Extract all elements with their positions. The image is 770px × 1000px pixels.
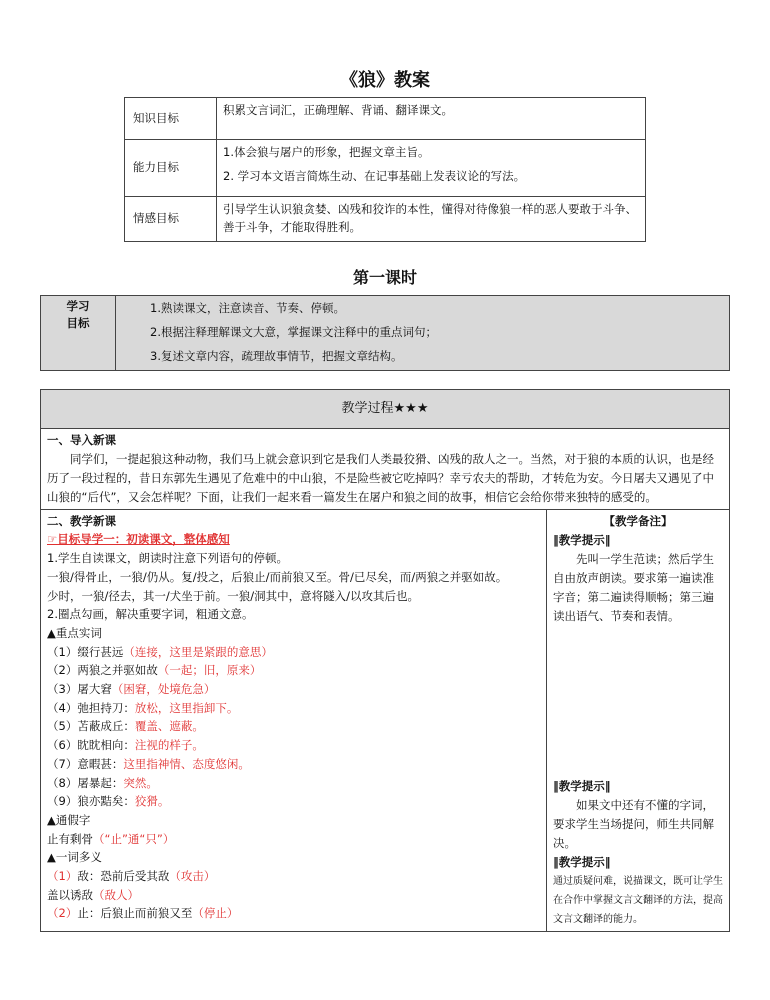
study-goal-item: 3.复述文章内容，疏理故事情节，把握文章结构。 xyxy=(150,348,403,363)
step-1: 1.学生自读课文，朗读时注意下列语句的停顿。 xyxy=(47,551,288,566)
vocab-item: （7）意暇甚：这里指神情、态度悠闲。 xyxy=(47,756,250,771)
tip-text-3: 通过质疑问难，说描课文，既可让学生在合作中掌握文言文翻译的方法，提高文言文翻译的能力。 xyxy=(553,875,723,925)
goal-label-emotion: 情感目标 xyxy=(125,197,217,242)
tip-label: ‖教学提示‖ xyxy=(553,854,611,869)
step-2: 2.圈点勾画，解决重要字词，粗通文意。 xyxy=(47,607,254,622)
goals-table xyxy=(124,97,646,242)
vocab-heading: ▲重点实词 xyxy=(47,625,102,640)
tip-text-1: 先叫一学生范读；然后学生自由放声朗读。要求第一遍读准字音；第二遍读得顺畅；第三遍读出语气、节奏和表情。 xyxy=(553,551,714,623)
notes-header: 【教学备注】 xyxy=(603,513,673,528)
goal-text-ability: 1.体会狼与屠户的形象，把握文章主旨。 2. 学习本文语言简炼生动、在记事基础上发表议论的写法。 xyxy=(217,140,646,197)
intro-heading: 一、导入新课 xyxy=(47,433,116,447)
duoyi-item: （2）止：后狼止而前狼又至（停止） xyxy=(47,906,239,921)
tongjia-item: 止有剩骨（“止”通“只”） xyxy=(47,831,175,846)
tip-text-2: 如果文中还有不懂的字词，要求学生当场提问，师生共同解决。 xyxy=(553,797,714,850)
vocab-item: （1）缀行甚远（连接，这里是紧跟的意思） xyxy=(47,644,273,659)
goal-label-ability: 能力目标 xyxy=(125,140,217,197)
study-goal-item: 1.熟读课文，注意读音、节奏、停顿。 xyxy=(150,301,345,315)
notes-spacer xyxy=(553,626,723,777)
duoyi-item: 盖以诱敌（敌人） xyxy=(47,887,139,902)
vocab-item: （2）两狼之并驱如故（一起；旧，原来） xyxy=(47,663,262,678)
vocab-item: （4）弛担持刀：放松，这里指卸下。 xyxy=(47,700,239,715)
study-goals-label: 学习 目标 xyxy=(41,296,116,371)
tongjia-heading: ▲通假字 xyxy=(47,812,91,827)
goal-text-knowledge: 积累文言词汇，正确理解、背诵、翻译课文。 xyxy=(217,98,646,140)
goal-text-emotion: 引导学生认识狼贪婪、凶残和狡诈的本性，懂得对待像狼一样的恶人要敢于斗争、善于斗争，才能取得胜利。 xyxy=(217,197,646,242)
reading-passage-1: 一狼/得骨止，一狼/仍从。复/投之，后狼止/而前狼又至。骨/已尽矣，而/两狼之并驱如故。 xyxy=(47,569,508,584)
document-title: 《狼》教案 xyxy=(340,70,430,91)
process-header: 教学过程★★★ xyxy=(41,390,730,429)
tip-label: ‖教学提示‖ xyxy=(553,532,611,547)
guide-heading: ☞目标导学一：初读课文，整体感知 xyxy=(47,532,230,547)
study-goals-list xyxy=(116,296,730,371)
process-table xyxy=(40,389,730,932)
study-goal-item: 2.根据注释理解课文大意，掌握课文注释中的重点词句； xyxy=(150,324,437,339)
new-lesson-section xyxy=(41,509,547,931)
goal-label-knowledge: 知识目标 xyxy=(125,98,217,140)
vocab-item: （5）苫蔽成丘：覆盖、遮蔽。 xyxy=(47,719,204,734)
new-lesson-heading: 二、教学新课 xyxy=(47,513,116,528)
tip-label: ‖教学提示‖ xyxy=(553,778,611,793)
duoyi-heading: ▲一词多义 xyxy=(47,850,102,865)
teaching-notes xyxy=(547,509,730,931)
intro-section xyxy=(41,429,730,510)
study-goals-table xyxy=(40,295,730,371)
vocab-item: （8）屠暴起：突然。 xyxy=(47,775,158,790)
reading-passage-2: 少时，一狼/径去，其一/犬坐于前。一狼/洞其中，意将隧入/以攻其后也。 xyxy=(47,588,419,603)
vocab-item: （3）屠大窘（困窘，处境危急） xyxy=(47,682,216,697)
duoyi-item: （1）敌：恐前后受其敌（攻击） xyxy=(47,869,216,884)
lesson-title: 第一课时 xyxy=(352,268,417,287)
vocab-item: （9）狼亦黠矣：狡猾。 xyxy=(47,794,170,809)
vocab-item: （6）眈眈相向：注视的样子。 xyxy=(47,738,204,753)
intro-text: 同学们，一提起狼这种动物，我们马上就会意识到它是我们人类最狡猾、凶残的敌人之一。当然，对于狼的本质的认识，也是经历了一段过程的，昔日东郭先生遇见了危难中的中山狼，不是险些被它吃掉吗？幸亏农夫的帮助，才转危为安。今日屠夫又遇见了中山狼的“后代”，又会怎样呢？下面，让我们一起来看一篇发生在屠户和狼之间的故事，相信它会给你带来独特的感受的。 xyxy=(47,451,714,504)
